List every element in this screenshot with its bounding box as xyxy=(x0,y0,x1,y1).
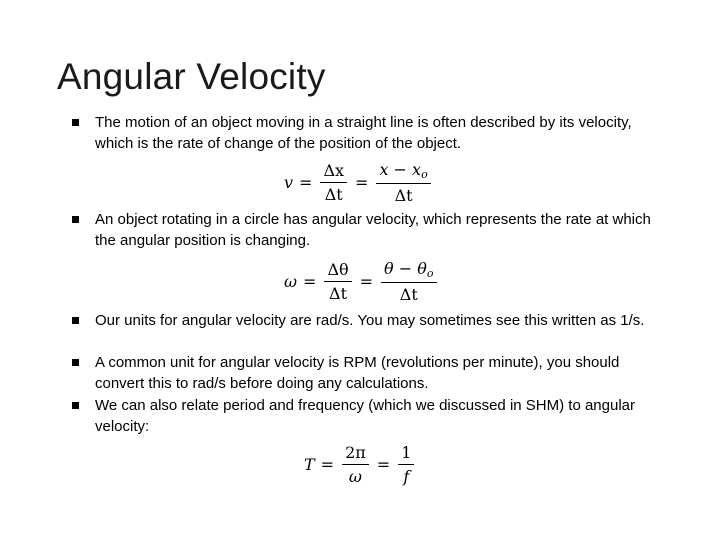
bullet-rpm xyxy=(72,352,672,394)
eq-numerator: 1 xyxy=(401,443,412,462)
eq-equals: = xyxy=(359,272,374,291)
equation-velocity xyxy=(284,160,433,205)
square-bullet-icon xyxy=(72,119,79,126)
eq-fraction-2 xyxy=(376,160,430,205)
bullet-text: An object rotating in a circle has angular velocity, which represents the rate at which the angular position is changing. xyxy=(95,211,651,249)
eq-numerator: $x - x_o$ xyxy=(379,160,428,181)
eq-numerator: Δθ xyxy=(327,260,349,279)
bullet-angular-velocity xyxy=(72,209,672,251)
slide-title: Angular Velocity xyxy=(57,56,326,97)
eq-denominator: ω xyxy=(348,467,362,486)
eq-lhs: ω xyxy=(284,272,298,291)
square-bullet-icon xyxy=(72,402,79,409)
bullet-text: Our units for angular velocity are rad/s. You may sometimes see this written as 1/s. xyxy=(95,312,645,329)
eq-equals: = xyxy=(320,455,335,474)
equation-angular-velocity xyxy=(284,259,439,304)
bullet-text: We can also relate period and frequency (which we discussed in SHM) to angular velocity: xyxy=(95,397,635,435)
eq-fraction-1 xyxy=(320,161,347,204)
bullet-units xyxy=(72,310,672,331)
eq-fraction-2 xyxy=(381,259,436,304)
eq-numerator: $\theta - \theta_o$ xyxy=(384,259,434,280)
square-bullet-icon xyxy=(72,216,79,223)
eq-denominator: Δt xyxy=(394,186,413,205)
eq-numerator: Δx xyxy=(323,161,345,180)
eq-denominator: Δt xyxy=(329,284,348,303)
eq-fraction-1 xyxy=(342,443,369,486)
equation-period xyxy=(304,443,416,486)
square-bullet-icon xyxy=(72,359,79,366)
eq-equals: = xyxy=(376,455,391,474)
bullet-text: A common unit for angular velocity is RPM (revolutions per minute), you should convert this to rad/s before doing any calculations. xyxy=(95,354,620,392)
square-bullet-icon xyxy=(72,317,79,324)
eq-equals: = xyxy=(299,173,313,192)
eq-fraction-2 xyxy=(398,443,414,486)
eq-denominator: Δt xyxy=(399,285,418,304)
eq-equals: = xyxy=(355,173,369,192)
eq-fraction-1 xyxy=(324,260,351,303)
eq-numerator: 2π xyxy=(345,443,366,462)
bullet-text: The motion of an object moving in a straight line is often described by its velocity, which is the rate of change of the position of the object. xyxy=(95,114,632,152)
eq-denominator: f xyxy=(403,467,410,486)
eq-lhs: T xyxy=(304,455,315,474)
eq-denominator: Δt xyxy=(324,185,343,204)
eq-lhs: v xyxy=(284,173,294,192)
eq-equals: = xyxy=(303,272,317,291)
bullet-velocity xyxy=(72,112,672,154)
bullet-period-frequency xyxy=(72,395,672,437)
